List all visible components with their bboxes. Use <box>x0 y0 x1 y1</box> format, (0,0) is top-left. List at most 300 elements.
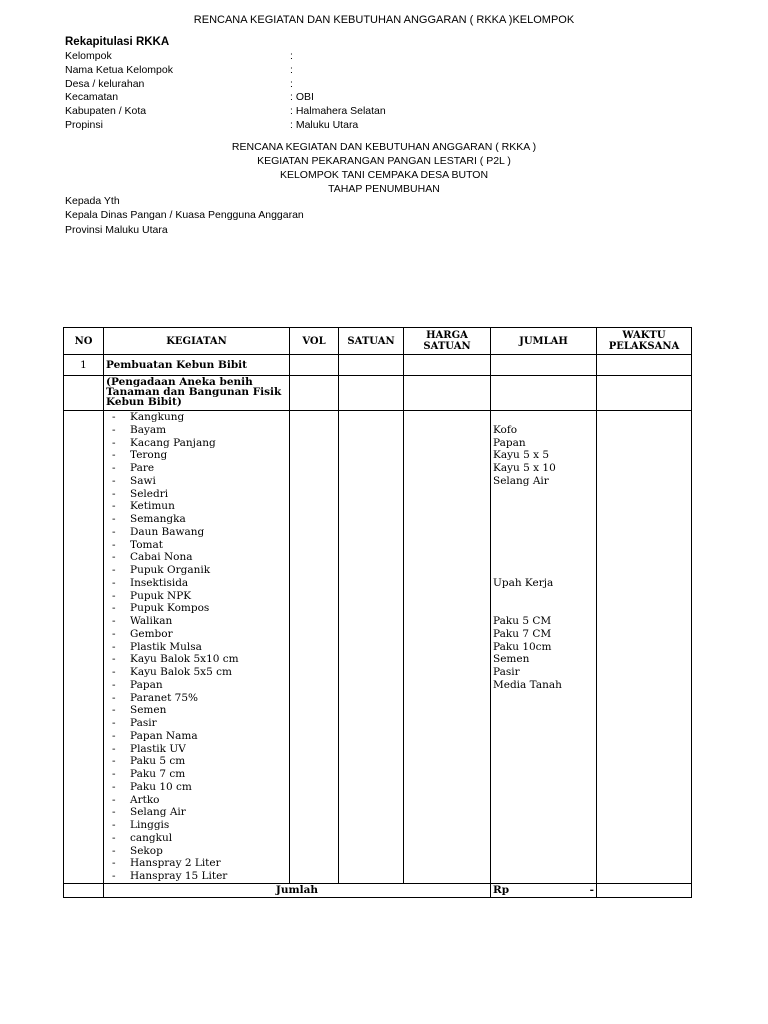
item-jumlah <box>491 730 597 743</box>
table-row <box>64 628 692 641</box>
cell <box>290 755 339 768</box>
table-row <box>64 475 692 488</box>
cell <box>404 590 491 603</box>
item-jumlah <box>491 755 597 768</box>
item-name: Bayam <box>130 423 167 436</box>
plan-heading-block <box>0 140 768 196</box>
item-jumlah <box>491 781 597 794</box>
table-row <box>64 615 692 628</box>
item-name: Papan <box>130 678 163 691</box>
item-jumlah: Paku 10cm <box>491 641 597 654</box>
cell <box>339 437 404 450</box>
item-jumlah: Semen <box>491 653 597 666</box>
item-dash: - <box>112 729 116 742</box>
table-row <box>64 424 692 437</box>
item-cell <box>104 424 290 437</box>
item-name: Kacang Panjang <box>130 436 216 449</box>
cell <box>404 832 491 845</box>
item-cell <box>104 743 290 756</box>
cell <box>339 488 404 501</box>
cell <box>404 628 491 641</box>
item-jumlah <box>491 411 597 424</box>
item-name: Insektisida <box>130 576 189 589</box>
cell <box>404 500 491 513</box>
cell <box>404 424 491 437</box>
cell <box>597 692 692 705</box>
cell <box>404 819 491 832</box>
cell <box>597 488 692 501</box>
item-dash: - <box>112 742 116 755</box>
item-dash: - <box>112 525 116 538</box>
item-cell <box>104 577 290 590</box>
cell <box>339 355 404 376</box>
cell <box>290 768 339 781</box>
item-jumlah <box>491 602 597 615</box>
item-dash: - <box>112 487 116 500</box>
item-jumlah <box>491 794 597 807</box>
item-cell <box>104 411 290 424</box>
cell <box>404 513 491 526</box>
cell <box>64 462 104 475</box>
table-row <box>64 462 692 475</box>
item-dash: - <box>112 411 116 423</box>
item-dash: - <box>112 551 116 564</box>
cell <box>64 755 104 768</box>
item-cell <box>104 449 290 462</box>
table-row <box>64 641 692 654</box>
cell <box>290 615 339 628</box>
item-jumlah <box>491 500 597 513</box>
cell <box>597 845 692 858</box>
item-jumlah: Paku 7 CM <box>491 628 597 641</box>
cell <box>597 819 692 832</box>
item-cell <box>104 513 290 526</box>
item-jumlah <box>491 513 597 526</box>
item-name: Pupuk Kompos <box>130 602 210 615</box>
cell <box>339 551 404 564</box>
cell <box>597 730 692 743</box>
item-cell <box>104 819 290 832</box>
item-cell <box>104 615 290 628</box>
plan-heading-line: KELOMPOK TANI CEMPAKA DESA BUTON <box>279 169 489 181</box>
cell <box>597 628 692 641</box>
cell <box>404 781 491 794</box>
cell <box>64 449 104 462</box>
item-name: cangkul <box>130 831 173 844</box>
table-row <box>64 704 692 717</box>
cell <box>64 590 104 603</box>
item-jumlah <box>491 551 597 564</box>
cell <box>339 376 404 411</box>
cell <box>64 615 104 628</box>
table-row <box>64 602 692 615</box>
item-cell <box>104 488 290 501</box>
item-dash: - <box>112 793 116 806</box>
item-name: Paku 5 cm <box>130 755 186 768</box>
cell <box>64 564 104 577</box>
item-jumlah: Paku 5 CM <box>491 615 597 628</box>
table-row <box>64 539 692 552</box>
item-dash: - <box>112 462 116 474</box>
item-cell <box>104 832 290 845</box>
table-row <box>64 564 692 577</box>
cell <box>404 449 491 462</box>
cell <box>64 704 104 717</box>
cell <box>339 615 404 628</box>
cell <box>64 832 104 845</box>
cell <box>64 692 104 705</box>
sub-heading-cell <box>104 376 290 411</box>
item-dash: - <box>112 474 116 487</box>
cell <box>64 845 104 858</box>
cell <box>290 411 339 424</box>
cell <box>597 806 692 819</box>
cell <box>404 870 491 883</box>
cell <box>290 602 339 615</box>
document-title: RENCANA KEGIATAN DAN KEBUTUHAN ANGGARAN ( RKKA )KELOMPOK <box>193 14 575 26</box>
cell <box>290 692 339 705</box>
header-satuan: SATUAN <box>339 328 404 355</box>
cell <box>404 615 491 628</box>
cell <box>339 462 404 475</box>
cell <box>290 794 339 807</box>
item-name: Seledri <box>130 487 169 500</box>
item-name: Paranet 75% <box>130 691 199 704</box>
table-row <box>64 857 692 870</box>
cell <box>339 526 404 539</box>
cell <box>290 870 339 883</box>
item-cell <box>104 781 290 794</box>
item-name: Cabai Nona <box>130 551 193 564</box>
cell <box>290 806 339 819</box>
cell <box>491 376 597 411</box>
cell <box>404 845 491 858</box>
item-jumlah: Media Tanah <box>491 679 597 692</box>
cell <box>64 411 104 424</box>
cell <box>339 832 404 845</box>
item-dash: - <box>112 691 116 704</box>
activity-number: 1 <box>64 355 104 376</box>
cell <box>64 730 104 743</box>
cell <box>339 717 404 730</box>
cell <box>64 424 104 437</box>
item-name: Hanspray 15 Liter <box>130 870 228 882</box>
item-cell <box>104 870 290 883</box>
table-row <box>64 449 692 462</box>
cell <box>597 794 692 807</box>
cell <box>404 679 491 692</box>
cell <box>339 692 404 705</box>
plan-heading-line: KEGIATAN PEKARANGAN PANGAN LESTARI ( P2L ) <box>257 155 511 167</box>
item-dash: - <box>112 627 116 640</box>
cell <box>404 653 491 666</box>
item-jumlah <box>491 870 597 883</box>
cell <box>597 857 692 870</box>
cell <box>404 376 491 411</box>
cell <box>290 539 339 552</box>
cell <box>290 781 339 794</box>
item-dash: - <box>112 806 116 819</box>
item-cell <box>104 475 290 488</box>
cell <box>404 539 491 552</box>
cell <box>404 666 491 679</box>
cell <box>404 717 491 730</box>
cell <box>597 717 692 730</box>
item-jumlah <box>491 704 597 717</box>
rkka-table <box>63 327 692 898</box>
cell <box>339 755 404 768</box>
item-name: Selang Air <box>130 806 186 819</box>
cell <box>339 641 404 654</box>
cell <box>404 488 491 501</box>
item-jumlah <box>491 692 597 705</box>
header-waktu-pelaksana: WAKTU PELAKSANA <box>597 328 692 355</box>
info-label: Kecamatan <box>65 91 119 104</box>
cell <box>64 806 104 819</box>
cell <box>339 730 404 743</box>
item-dash: - <box>112 449 116 462</box>
cell <box>290 704 339 717</box>
item-jumlah: Selang Air <box>491 475 597 488</box>
cell <box>597 437 692 450</box>
item-cell <box>104 730 290 743</box>
activity-name: Pembuatan Kebun Bibit <box>104 355 290 376</box>
cell <box>290 730 339 743</box>
table-row <box>64 755 692 768</box>
address-line: Kepala Dinas Pangan / Kuasa Pengguna Anggaran <box>65 209 304 222</box>
cell <box>64 526 104 539</box>
item-dash: - <box>112 576 116 589</box>
item-cell <box>104 692 290 705</box>
item-name: Walikan <box>130 615 173 627</box>
item-dash: - <box>112 870 116 882</box>
item-jumlah <box>491 539 597 552</box>
cell <box>597 424 692 437</box>
item-cell <box>104 437 290 450</box>
info-row <box>65 91 565 105</box>
item-dash: - <box>112 500 116 513</box>
table-row <box>64 513 692 526</box>
item-cell <box>104 845 290 858</box>
table-row <box>64 845 692 858</box>
cell <box>404 806 491 819</box>
cell <box>404 602 491 615</box>
cell <box>64 768 104 781</box>
cell <box>597 768 692 781</box>
item-dash: - <box>112 653 116 666</box>
cell <box>64 857 104 870</box>
cell <box>597 577 692 590</box>
header-vol: VOL <box>290 328 339 355</box>
cell <box>64 551 104 564</box>
cell <box>290 590 339 603</box>
cell <box>597 513 692 526</box>
item-cell <box>104 666 290 679</box>
cell <box>597 500 692 513</box>
info-value: : <box>290 63 293 76</box>
cell <box>64 653 104 666</box>
cell <box>290 666 339 679</box>
info-value: : Maluku Utara <box>290 118 359 131</box>
item-name: Pare <box>130 462 155 474</box>
info-label: Kelompok <box>65 50 112 62</box>
info-row <box>65 105 565 119</box>
cell <box>404 768 491 781</box>
cell <box>290 475 339 488</box>
cell <box>290 653 339 666</box>
item-name: Gembor <box>130 627 173 640</box>
cell <box>597 355 692 376</box>
cell <box>339 424 404 437</box>
cell <box>290 819 339 832</box>
cell <box>290 355 339 376</box>
cell <box>339 500 404 513</box>
cell <box>597 832 692 845</box>
cell <box>64 513 104 526</box>
cell <box>339 666 404 679</box>
table-row <box>64 577 692 590</box>
item-name: Terong <box>130 449 168 462</box>
item-cell <box>104 641 290 654</box>
item-jumlah <box>491 832 597 845</box>
cell <box>597 883 692 897</box>
item-jumlah: Kofo <box>491 424 597 437</box>
item-dash: - <box>112 640 116 653</box>
table-row <box>64 832 692 845</box>
item-cell <box>104 857 290 870</box>
cell <box>597 411 692 424</box>
cell <box>290 488 339 501</box>
item-name: Linggis <box>130 819 170 831</box>
table-row <box>64 488 692 501</box>
item-jumlah: Kayu 5 x 10 <box>491 462 597 475</box>
table-row <box>64 794 692 807</box>
item-jumlah <box>491 819 597 832</box>
info-value: : OBI <box>290 91 314 104</box>
table-row <box>64 692 692 705</box>
item-cell <box>104 768 290 781</box>
cell <box>404 577 491 590</box>
item-name: Pasir <box>130 717 157 729</box>
cell <box>404 551 491 564</box>
info-row <box>65 50 565 64</box>
cell <box>339 539 404 552</box>
table-row <box>64 730 692 743</box>
item-cell <box>104 628 290 641</box>
cell <box>290 641 339 654</box>
table-row <box>64 590 692 603</box>
item-dash: - <box>112 678 116 691</box>
cell <box>339 590 404 603</box>
cell <box>597 615 692 628</box>
total-amount-cell <box>491 883 597 897</box>
item-name: Papan Nama <box>130 729 198 742</box>
recap-heading: Rekapitulasi RKKA <box>65 36 170 48</box>
item-jumlah: Pasir <box>491 666 597 679</box>
table-row <box>64 666 692 679</box>
cell <box>339 870 404 883</box>
cell <box>597 564 692 577</box>
item-jumlah <box>491 488 597 501</box>
address-line: Provinsi Maluku Utara <box>65 223 168 236</box>
item-name: Paku 7 cm <box>130 768 186 780</box>
item-jumlah <box>491 743 597 756</box>
cell <box>597 526 692 539</box>
item-jumlah <box>491 717 597 730</box>
cell <box>404 411 491 424</box>
cell <box>597 653 692 666</box>
cell <box>491 355 597 376</box>
item-dash: - <box>112 423 116 436</box>
item-jumlah <box>491 526 597 539</box>
item-cell <box>104 755 290 768</box>
cell <box>290 564 339 577</box>
cell <box>404 526 491 539</box>
table-row <box>64 717 692 730</box>
info-label: Propinsi <box>65 118 103 131</box>
cell <box>339 411 404 424</box>
item-cell <box>104 806 290 819</box>
item-name: Kayu Balok 5x10 cm <box>130 653 239 666</box>
cell <box>404 641 491 654</box>
cell <box>64 488 104 501</box>
cell <box>339 602 404 615</box>
cell <box>64 376 104 411</box>
item-dash: - <box>112 602 116 615</box>
item-name: Kayu Balok 5x5 cm <box>130 666 232 678</box>
cell <box>597 475 692 488</box>
cell <box>290 743 339 756</box>
info-label: Kabupaten / Kota <box>65 105 147 118</box>
item-jumlah: Papan <box>491 437 597 450</box>
item-dash: - <box>112 768 116 780</box>
cell <box>290 424 339 437</box>
item-cell <box>104 653 290 666</box>
cell <box>339 475 404 488</box>
cell <box>404 355 491 376</box>
cell <box>597 641 692 654</box>
item-jumlah <box>491 564 597 577</box>
table-row <box>64 743 692 756</box>
cell <box>339 679 404 692</box>
item-name: Tomat <box>130 538 163 551</box>
item-dash: - <box>112 857 116 870</box>
cell <box>64 794 104 807</box>
sub-heading-row <box>64 376 692 411</box>
cell <box>290 717 339 730</box>
cell <box>64 666 104 679</box>
cell <box>404 564 491 577</box>
item-name: Artko <box>130 793 160 806</box>
group-info <box>65 50 565 133</box>
cell <box>404 743 491 756</box>
info-value: : <box>290 50 293 62</box>
cell <box>597 755 692 768</box>
cell <box>339 819 404 832</box>
cell <box>404 857 491 870</box>
total-row <box>64 883 692 897</box>
plan-heading-line: RENCANA KEGIATAN DAN KEBUTUHAN ANGGARAN ( RKKA ) <box>231 141 537 153</box>
item-jumlah: Upah Kerja <box>491 577 597 590</box>
plan-heading-line: TAHAP PENUMBUHAN <box>328 183 440 195</box>
item-name: Plastik UV <box>130 742 186 755</box>
table-row <box>64 679 692 692</box>
table-row <box>64 411 692 424</box>
table-row <box>64 437 692 450</box>
cell <box>404 692 491 705</box>
sub-heading-text: (Pengadaan Aneka benih Tanaman dan Bangunan Fisik Kebun Bibit) <box>106 376 282 408</box>
cell <box>597 449 692 462</box>
